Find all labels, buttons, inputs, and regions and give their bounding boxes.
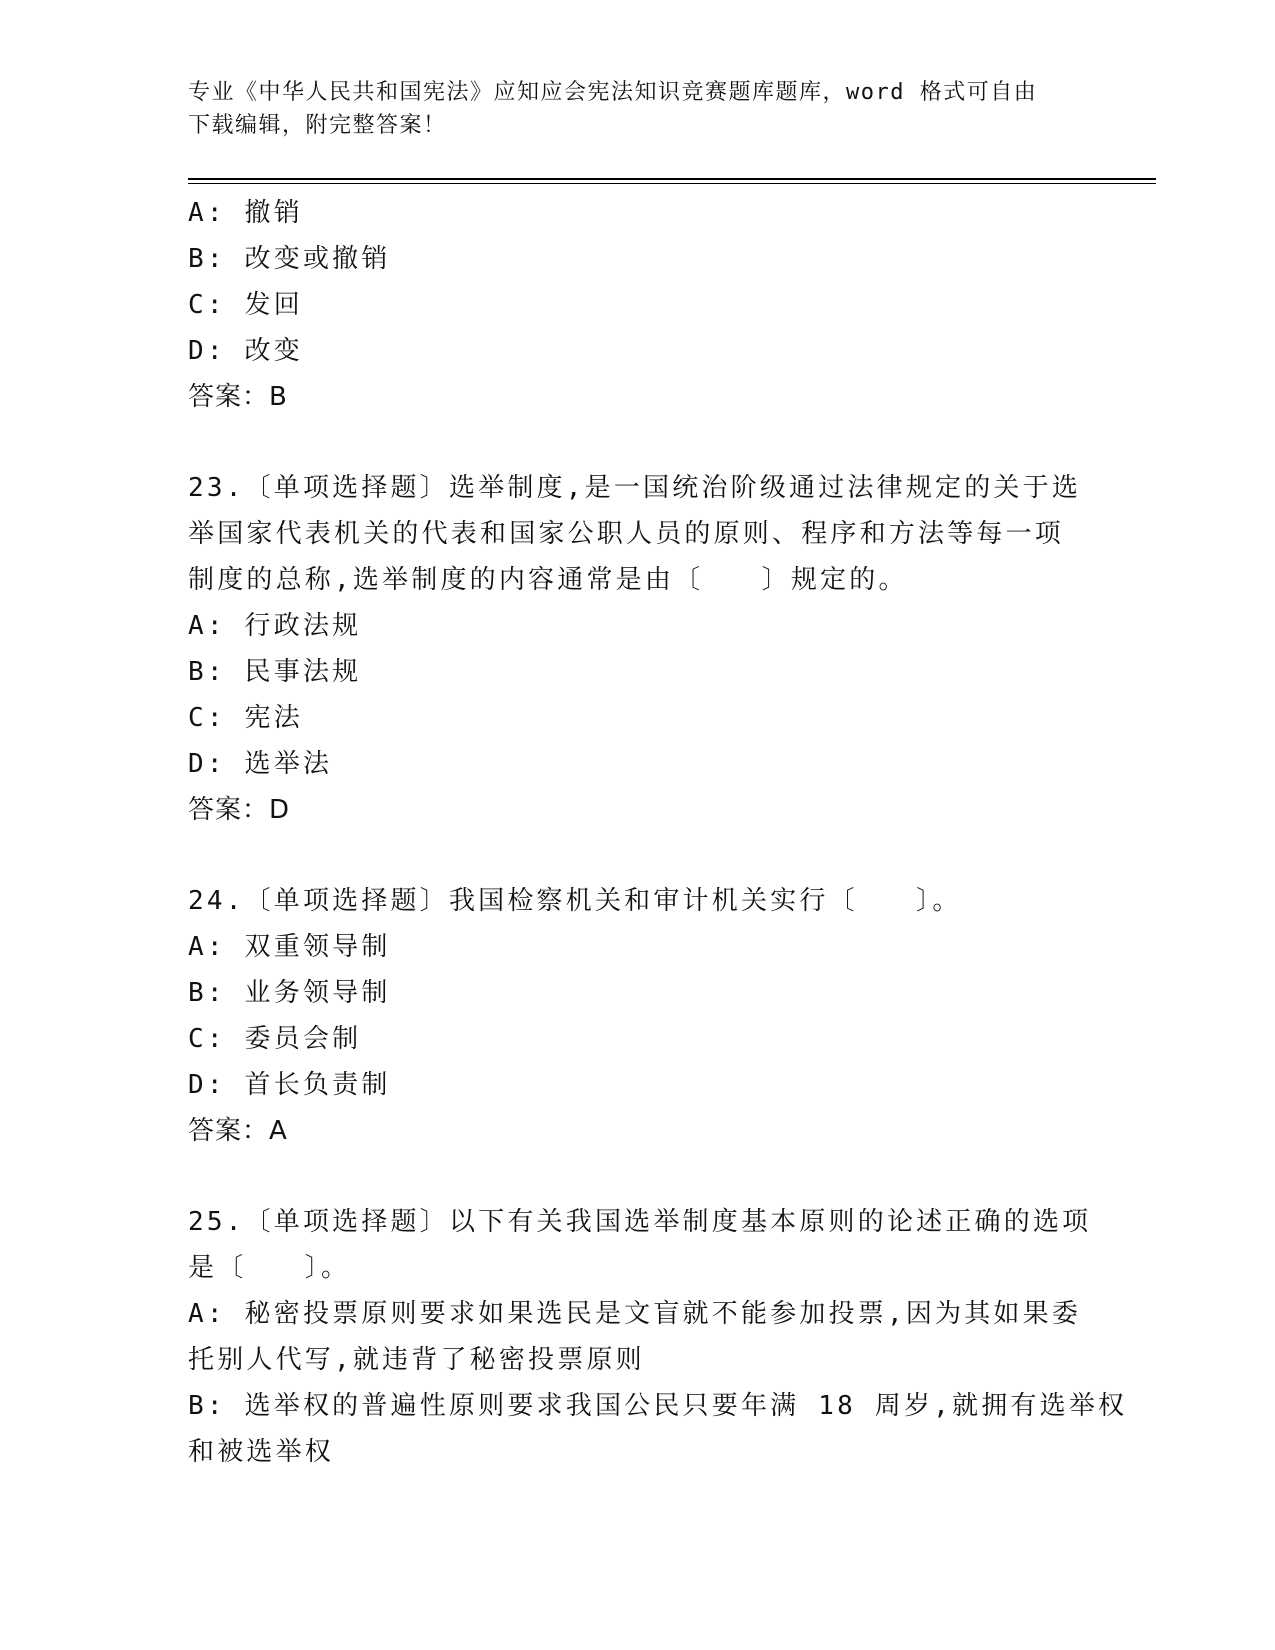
option-a: A: 秘密投票原则要求如果选民是文盲就不能参加投票,因为其如果委 — [188, 1299, 1082, 1329]
option-c: C: 委员会制 — [188, 1024, 362, 1054]
question-22 — [188, 190, 1088, 420]
option-c: C: 发回 — [188, 290, 303, 320]
question-stem-line: 是〔 〕。 — [188, 1253, 351, 1283]
question-stem-line: 24.〔单项选择题〕我国检察机关和审计机关实行〔 〕。 — [188, 886, 962, 916]
question-24 — [188, 878, 1088, 1154]
answer-line: 答案：B — [188, 382, 288, 412]
document-header — [188, 76, 1068, 142]
option-a: A: 行政法规 — [188, 611, 362, 641]
question-25 — [188, 1199, 1128, 1475]
option-d: D: 改变 — [188, 336, 303, 366]
header-line-1: 专业《中华人民共和国宪法》应知应会宪法知识竞赛题库题库，word 格式可自由 — [188, 80, 1038, 105]
answer-line: 答案：A — [188, 1116, 288, 1146]
option-d: D: 首长负责制 — [188, 1070, 391, 1100]
option-b: B: 改变或撤销 — [188, 244, 391, 274]
option-b-continued: 和被选举权 — [188, 1437, 335, 1467]
option-b: B: 选举权的普遍性原则要求我国公民只要年满 18 周岁,就拥有选举权 — [188, 1391, 1128, 1421]
option-a-continued: 托别人代写,就违背了秘密投票原则 — [188, 1345, 645, 1375]
spacer — [188, 420, 1088, 465]
header-divider-thin — [188, 183, 1156, 184]
question-stem-line: 23.〔单项选择题〕选举制度,是一国统治阶级通过法律规定的关于选 — [188, 473, 1082, 503]
header-divider-thick — [188, 178, 1156, 180]
spacer — [188, 1154, 1088, 1199]
question-stem-line: 举国家代表机关的代表和国家公职人员的原则、程序和方法等每一项 — [188, 519, 1065, 549]
question-content — [188, 190, 1128, 1475]
question-23 — [188, 465, 1088, 833]
option-a: A: 双重领导制 — [188, 932, 391, 962]
header-line-2: 下载编辑，附完整答案！ — [188, 113, 447, 138]
answer-line: 答案：D — [188, 795, 291, 825]
option-b: B: 民事法规 — [188, 657, 362, 687]
option-d: D: 选举法 — [188, 749, 333, 779]
option-c: C: 宪法 — [188, 703, 303, 733]
spacer — [188, 833, 1088, 878]
option-b: B: 业务领导制 — [188, 978, 391, 1008]
question-stem-line: 制度的总称,选举制度的内容通常是由〔 〕规定的。 — [188, 565, 908, 595]
option-a: A: 撤销 — [188, 198, 303, 228]
question-stem-line: 25.〔单项选择题〕以下有关我国选举制度基本原则的论述正确的选项 — [188, 1207, 1092, 1237]
